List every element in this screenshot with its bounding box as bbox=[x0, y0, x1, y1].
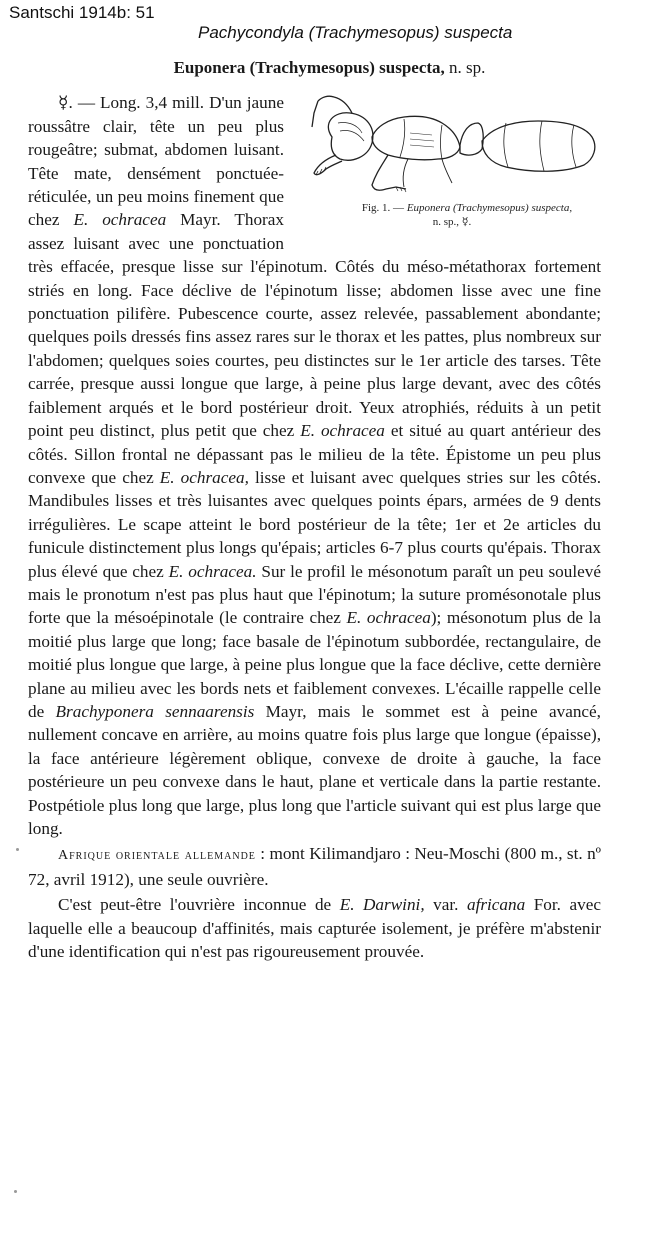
taxon-reference: Brachyponera sennaarensis bbox=[55, 701, 255, 721]
taxon-reference: E. Darwini, bbox=[339, 895, 425, 915]
species-title-status: n. sp. bbox=[449, 58, 486, 77]
figure-caption-prefix: Fig. 1. — bbox=[361, 202, 405, 215]
remark-text: var. bbox=[424, 895, 467, 915]
figure-caption-suffix: n. sp., ☿. bbox=[432, 216, 472, 229]
locality-region: Afrique orientale allemande bbox=[58, 848, 256, 864]
description-text: ); mésonotum plus de la moitié plus large que long; face basale de l'épinotum subbordée, rectangulaire, de moitié plus longue que large, à peine plus longue que la face déclive, cette dernière plane au milieu avec les bords nets et faiblement convexes. L'écaille rappelle celle de bbox=[28, 608, 602, 721]
margin-speck bbox=[14, 1190, 17, 1193]
taxon-reference: africana bbox=[466, 895, 526, 915]
species-title bbox=[58, 56, 601, 79]
description-text: et situé au quart antérieur des côtés. Sillon frontal ne dépassant pas le milieu de la tête. Épistome un peu plus convexe que chez bbox=[28, 421, 601, 487]
description-paragraph bbox=[28, 91, 601, 840]
locality-paragraph bbox=[28, 842, 601, 891]
page-body bbox=[28, 48, 601, 963]
taxon-reference: E. ochracea, bbox=[159, 467, 249, 487]
description-text: ☿. — Long. 3,4 mill. D'un jaune roussâtre clair, tête un peu plus rougeâtre; submat, abdomen luisant. Tête mate, densément ponctuée-réticulée, un peu moins finement que chez bbox=[28, 93, 284, 230]
description-text: Mayr, mais le sommet est à peine avancé, nullement concave en arrière, au moins quatre fois plus large que longue (épaisse), la face antérieure légèrement oblique, convexe de droite à gauche, la face postérieure un peu convexe dans le haut, plane et verticale dans la partie restante. Postpétiole plus long que large, plus long que l'article suivant qui est plus large que long. bbox=[28, 701, 601, 838]
taxon-reference: E. ochracea bbox=[346, 608, 431, 628]
figure-caption-taxon: Euponera (Trachymesopus) suspecta, bbox=[406, 202, 573, 215]
taxon-reference: E. ochracea. bbox=[168, 561, 257, 581]
description-text: lisse et luisant avec quelques stries sur les côtés. Mandibules lisses et très luisantes avec quelques points épars, armées de 9 dents irrégulières. Le scape atteint le bord postérieur de la tête; 1er et 2e articles du funicule distinctement plus longs qu'épais; articles 6-7 plus courts qu'épais. Thorax plus élevé que chez bbox=[28, 467, 601, 581]
taxon-reference: E. ochracea bbox=[300, 421, 385, 441]
remark-text: For. avec laquelle elle a beaucoup d'affinités, mais capturée isolement, je préfère m'abstenir d'une identification qui n'est pas rigoureusement prouvée. bbox=[28, 895, 601, 962]
remark-text: C'est peut-être l'ouvrière inconnue de bbox=[58, 895, 340, 915]
taxon-name: Pachycondyla (Trachymesopus) suspecta bbox=[198, 23, 513, 42]
remark-paragraph bbox=[28, 893, 601, 963]
locality-text: : mont Kilimandjaro : Neu-Moschi (800 m., st. nº 72, avril 1912), une seule ouvrière. bbox=[28, 844, 601, 889]
figure-1 bbox=[292, 93, 609, 241]
figure-caption bbox=[294, 201, 610, 229]
description-text: Mayr. Thorax assez luisant avec une ponctuation très effacée, presque lisse sur l'épinotum. Côtés du méso-métathorax fortement striés en long. Face déclive de l'épinotum lisse; abdomen lisse avec une fine ponctuation pilifère. Pubescence courte, assez relevée, passablement abondante; quelques poils dressés fins assez rares sur le thorax et les pattes, plus nombreux sur l'abdomen; quelques soies courtes, peu distinctes sur le 1er article des tarses. Tête carrée, presque aussi longue que large, à peine plus large devant, avec des côtés faiblement arqués et le bord postérieur droit. Yeux atrophiés, réduits à un petit point peu distinct, plus petit que chez bbox=[28, 210, 601, 441]
taxon-reference: E. ochracea bbox=[73, 210, 167, 230]
ant-illustration bbox=[292, 93, 609, 203]
description-text: Sur le profil le mésonotum paraît un peu soulevé mais le pronotum n'est pas plus haut que l'épinotum; la suture promésonotale plus forte que la mésoépinotale (le contraire chez bbox=[28, 561, 601, 628]
species-title-name: Euponera (Trachymesopus) suspecta, bbox=[173, 58, 445, 77]
margin-speck bbox=[16, 848, 19, 851]
source-reference: Santschi 1914b: 51 bbox=[9, 3, 155, 22]
